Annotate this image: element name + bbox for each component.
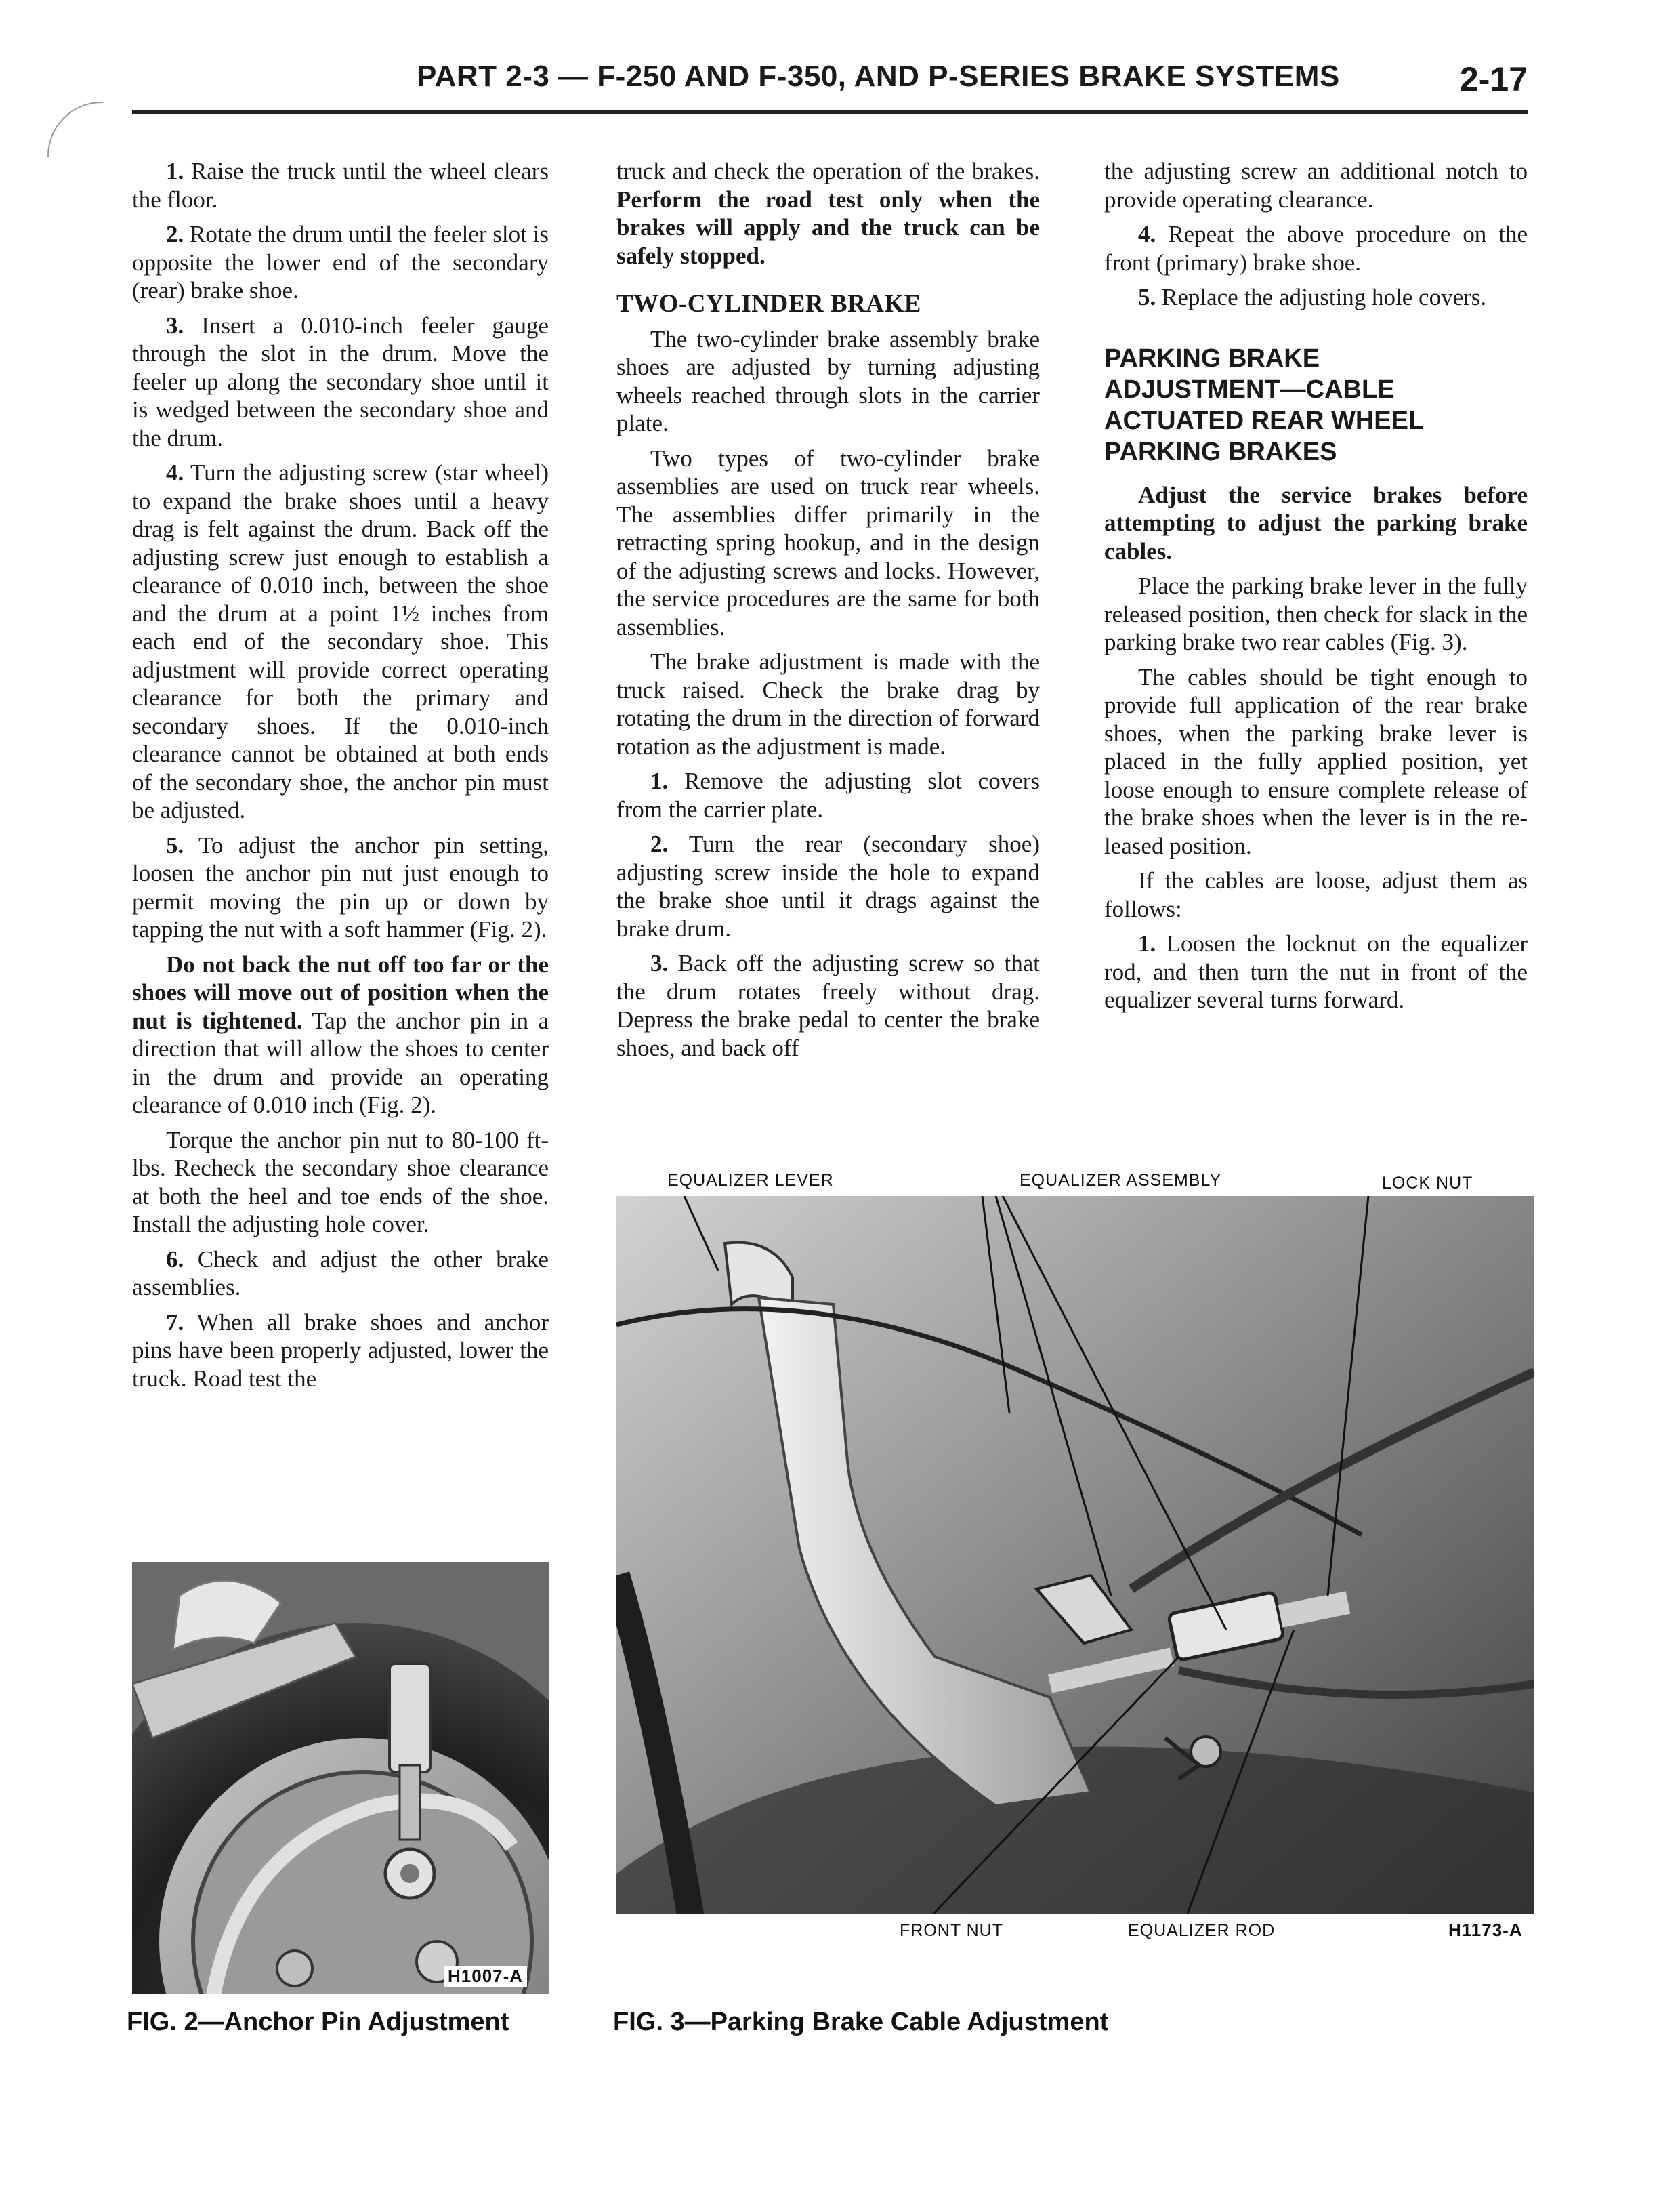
body-paragraph: Torque the anchor pin nut to 80-100 ft-lbs. Recheck the secondary shoe clearance at both the heel and toe ends of the shoe. Install the adjusting hole cover. [132,1126,549,1237]
parking-brake-photo-illustration [616,1196,1534,1958]
step-paragraph [1104,283,1528,312]
caution-text: Do not back the nut off too far or the shoes will move out of position when the nut is tightened. [132,951,549,1034]
step-paragraph [132,831,549,944]
step-number: 3. [166,312,184,339]
text-column-2 [616,157,1040,1069]
step-text: Check and adjust the other brake assemblies. [132,1245,549,1300]
section-heading: TWO-CYLINDER BRAKE [616,290,921,318]
callout-equalizer-rod: EQUALIZER ROD [1128,1921,1276,1940]
caution-paragraph: Adjust the service brakes before attempting to adjust the parking brake cables. [1104,481,1528,564]
step-paragraph [616,830,1040,943]
figure-3-caption: FIG. 3—Parking Brake Cable Adjustment [613,2008,1109,2036]
anchor-pin-photo-illustration [132,1562,549,1994]
text-column-3 [1104,157,1528,1021]
section-heading [1104,343,1528,468]
step-paragraph [132,220,549,305]
step-paragraph [132,1245,549,1302]
step-number: 1. [650,768,669,794]
figure-code: H1007-A [444,1966,527,1987]
section-heading-line: ADJUSTMENT—CABLE [1104,375,1395,404]
callout-equalizer-lever: EQUALIZER LEVER [667,1171,834,1190]
body-paragraph: The two-cylinder brake assembly brake shoes are adjusted by turning adjusting wheels reached through slots in the carrier plate. [616,325,1040,436]
step-number: 5. [1138,284,1156,310]
step-text: To adjust the anchor pin setting, loosen the anchor pin nut just enough to permit moving the pin up or down by tapping the nut with a soft hammer (Fig. 2). [132,831,549,943]
page-header-title: PART 2-3 — F-250 AND F-350, AND P-SERIES BRAKE SYSTEMS [417,60,1340,93]
step-number: 4. [1138,221,1156,247]
step-text: Back off the adjusting screw so that the drum rotates freely without drag. Depress the brake pedal to center the brake shoes, and back off [616,950,1041,1061]
figure-anchor-pin-photo [132,1562,549,1994]
callout-equalizer-assembly: EQUALIZER ASSEMBLY [1020,1171,1222,1190]
body-paragraph: If the cables are loose, adjust them as follows: [1104,867,1528,922]
section-heading-line: PARKING BRAKES [1104,437,1337,466]
page-corner-mark [47,102,103,157]
body-text: Tap the anchor pin in a direction that will allow the shoes to center in the drum and provide an operating clearance of 0.010 inch (Fig. 2). [132,1007,549,1118]
step-number: 3. [650,950,669,976]
step-text: Turn the adjusting screw (star wheel) to expand the brake shoes until a heavy drag is felt against the drum. Back off the adjusting screw just enough to establish a clearance of 0.010 inch, between the shoe and the drum at a point 1½ inches from each end of the secondary shoe. This adjustment will provide correct operating clearance for both the primary and secondary shoes. If the 0.010-inch clearance cannot be obtained at both ends of the secondary shoe, the anchor pin must be adjusted. [132,459,549,823]
body-paragraph [616,157,1040,270]
page-number: 2-17 [1459,60,1528,98]
step-number: 1. [1138,930,1156,957]
section-heading-line: PARKING BRAKE [1104,344,1320,373]
step-paragraph [132,312,549,453]
section-heading-line: ACTUATED REAR WHEEL [1104,406,1425,435]
step-paragraph [1104,930,1528,1014]
step-paragraph [616,949,1040,1062]
body-paragraph: Place the parking brake lever in the fully released position, then check for slack in the parking brake two rear cables (Fig. 3). [1104,573,1528,655]
figure-code: H1173-A [1448,1920,1523,1940]
step-paragraph [132,1308,549,1393]
step-number: 2. [166,221,184,247]
text-column-1 [132,157,549,1399]
step-paragraph [616,767,1040,823]
step-number: 1. [166,158,184,184]
step-text: When all brake shoes and anchor pins have been properly adjusted, lower the truck. Road test the [132,1308,549,1392]
body-text: truck and check the operation of the brakes. [616,158,1040,184]
body-paragraph: The brake adjustment is made with the truck raised. Check the brake drag by rotating the drum in the direction of forward rotation as the adjustment is made. [616,648,1040,760]
step-number: 7. [166,1308,184,1336]
page-header [132,60,1528,114]
step-paragraph [1104,220,1528,276]
step-text: Raise the truck until the wheel clears the floor. [132,158,549,213]
step-number: 6. [166,1245,184,1273]
body-paragraph: The cables should be tight enough to provide full application of the rear brake shoes, when the parking brake lever is placed in the fully applied position, yet loose enough to ensure complete release of the brake shoes when the lever is in the released position. [1104,663,1528,859]
step-text: Turn the rear (secondary shoe) adjusting screw inside the hole to expand the brake shoe until it drags against the brake drum. [616,831,1040,942]
step-text: Replace the adjusting hole covers. [1162,284,1487,310]
callout-front-nut: FRONT NUT [900,1921,1003,1940]
step-text: Rotate the drum until the feeler slot is opposite the lower end of the secondary (rear) brake shoe. [132,221,549,304]
step-number: 5. [166,831,184,859]
step-number: 4. [166,459,184,486]
step-text: Repeat the above procedure on the front (primary) brake shoe. [1104,221,1528,276]
step-text: Insert a 0.010-inch feeler gauge through the slot in the drum. Move the feeler up along the secondary shoe until it is wedged between the secondary shoe and the drum. [132,312,549,451]
step-paragraph [132,157,549,213]
figure-2-caption: FIG. 2—Anchor Pin Adjustment [127,2008,509,2036]
body-paragraph: Two types of two-cylinder brake assemblies are used on truck rear wheels. The assemblies differ primarily in the retracting spring hookup, and in the design of the adjusting screws and locks. However, the service procedures are the same for both assemblies. [616,445,1040,640]
step-text: Remove the adjusting slot covers from the carrier plate. [616,768,1041,823]
callout-lock-nut: LOCK NUT [1382,1174,1473,1193]
step-paragraph [132,459,549,825]
body-paragraph: the adjusting screw an additional notch to provide operating clearance. [1104,158,1528,213]
step-number: 2. [650,831,669,857]
figure-parking-brake-photo [616,1196,1534,1958]
caution-paragraph [132,951,549,1119]
caution-text: Perform the road test only when the brakes will apply and the truck can be safely stopped. [616,186,1040,269]
step-text: Loosen the locknut on the equalizer rod, and then turn the nut in front of the equalizer several turns forward. [1104,930,1528,1013]
